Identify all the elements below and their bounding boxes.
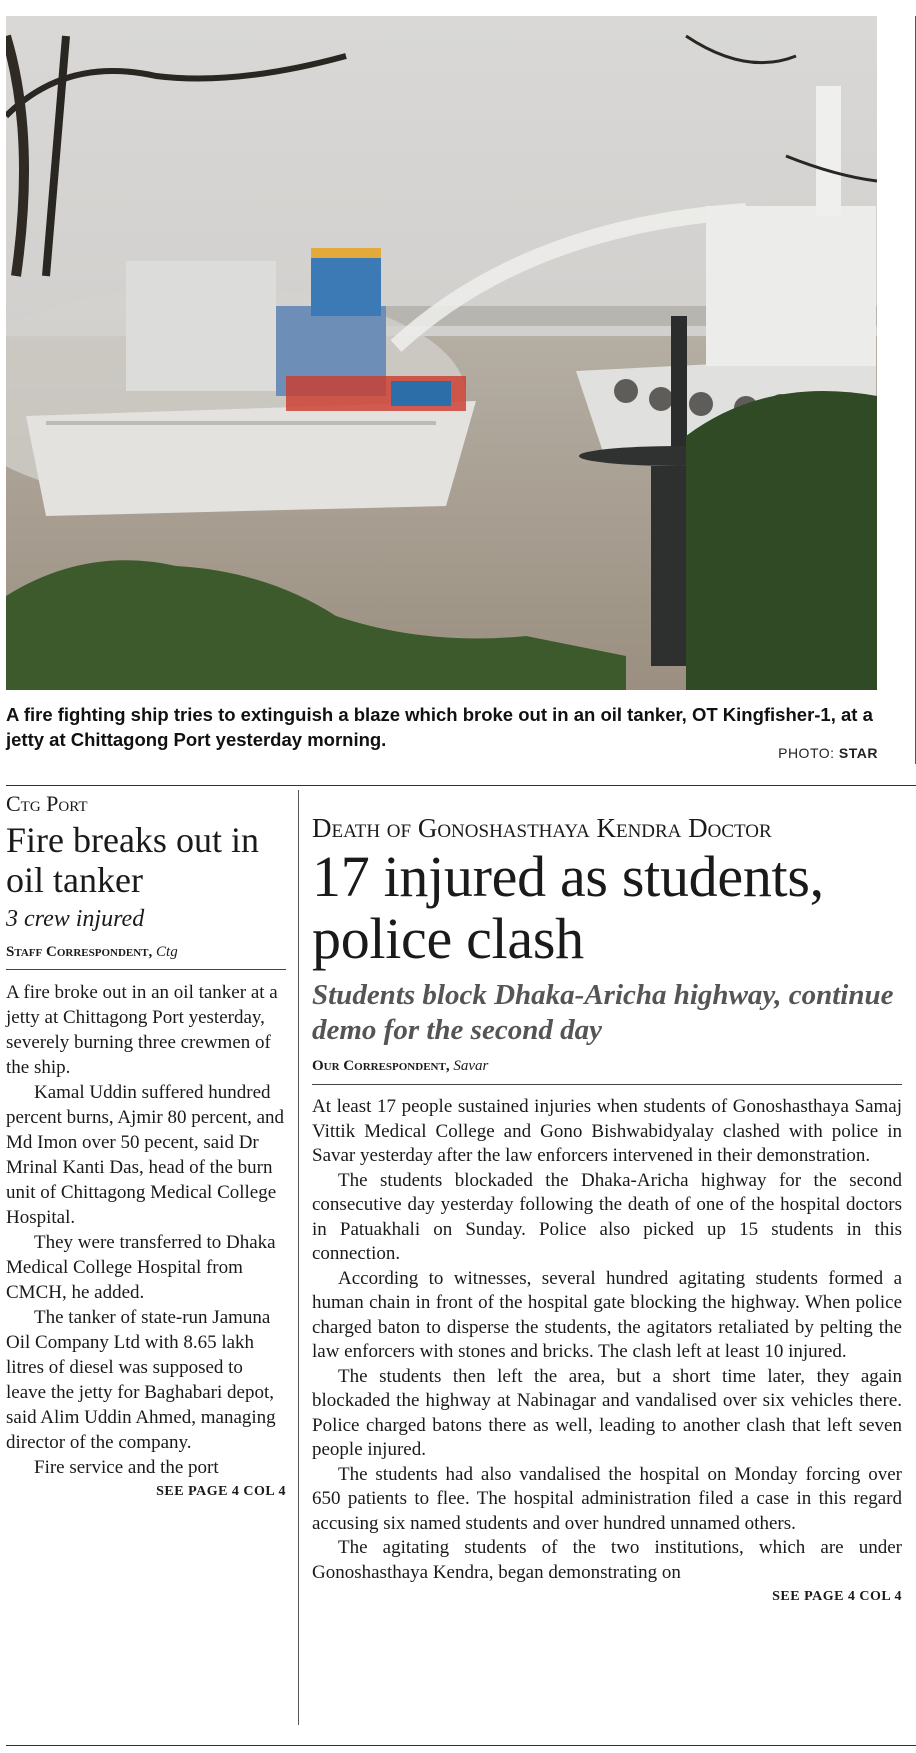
column-divider	[298, 790, 299, 1725]
right-paragraph: At least 17 people sustained injuries when students of Gonoshasthaya Samaj Vittik Medical College and Gono Bishwabidyalay clashed with police in Savar yesterday after the law enforcers intervened in their demonstration.	[312, 1096, 902, 1166]
right-byline-name: Our Correspondent,	[312, 1058, 450, 1074]
right-subhead: Students block Dhaka-Aricha highway, continue demo for the second day	[312, 979, 894, 1046]
left-paragraph: They were transferred to Dhaka Medical College Hospital from CMCH, he added.	[6, 1232, 276, 1303]
photo-credit-prefix: PHOTO:	[778, 745, 835, 761]
left-byline-name: Staff Correspondent,	[6, 944, 153, 960]
right-paragraph: The students had also vandalised the hospital on Monday forcing over 650 patients to flee. The hospital administration filed a case in this regard accusing six named students and over hundred unnamed others.	[312, 1463, 902, 1534]
left-kicker: Ctg Port	[6, 791, 88, 816]
right-dateline: Savar	[453, 1058, 489, 1074]
left-paragraph: The tanker of state-run Jamuna Oil Company Ltd with 8.65 lakh litres of diesel was supposed to leave the jetty for Baghabari depot, said Alim Uddin Ahmed, managing director of the company.	[6, 1307, 276, 1453]
right-jump-link[interactable]: SEE PAGE 4 COL 4	[772, 1589, 902, 1604]
left-paragraph: Fire service and the port	[34, 1457, 219, 1478]
left-headline: Fire breaks out in oil tanker	[6, 820, 259, 900]
left-story	[6, 788, 286, 1500]
right-paragraph: The agitating students of the two institutions, which are under Gonoshasthaya Kendra, began demonstrating on	[312, 1537, 902, 1583]
bottom-rule	[6, 1745, 916, 1746]
photo-caption: A fire fighting ship tries to extinguish a blaze which broke out in an oil tanker, OT Kingfisher-1, at a jetty at Chittagong Port yesterday morning.	[6, 704, 873, 750]
left-jump-link[interactable]: SEE PAGE 4 COL 4	[156, 1484, 286, 1499]
left-body	[6, 980, 286, 1480]
left-paragraph: A fire broke out in an oil tanker at a jetty at Chittagong Port yesterday, severely burning three crewmen of the ship.	[6, 982, 278, 1078]
photo-fire-ship-icon	[6, 16, 877, 690]
photo-credit	[778, 745, 878, 761]
photo-credit-source: STAR	[838, 745, 878, 761]
news-photo	[6, 16, 877, 690]
section-divider	[6, 785, 916, 786]
right-headline: 17 injured as students, police clash	[312, 844, 824, 971]
left-subhead: 3 crew injured	[6, 906, 145, 932]
right-body	[312, 1095, 902, 1585]
right-paragraph: The students blockaded the Dhaka-Aricha highway for the second consecutive day yesterday following the death of one of the hospital doctors in Patuakhali on Sunday. Police also picked up 15 students in this connection.	[312, 1169, 902, 1264]
right-byline	[312, 1058, 902, 1085]
left-paragraph: Kamal Uddin suffered hundred percent burns, Ajmir 80 percent, and Md Imon over 50 pecent, said Dr Mrinal Kanti Das, head of the burn unit of Chittagong Medical College Hospital.	[6, 1082, 285, 1228]
right-story	[312, 812, 902, 1605]
left-byline	[6, 944, 286, 970]
right-kicker: Death of Gonoshasthaya Kendra Doctor	[312, 813, 772, 843]
right-paragraph: The students then left the area, but a short time later, they again blockaded the highway at Nabinagar and vandalised over six vehicles there. Police charged batons there as well, leading to another clash that left seven people injured.	[312, 1365, 902, 1460]
right-paragraph: According to witnesses, several hundred agitating students formed a human chain in front of the hospital gate blocking the highway. When police charged baton to disperse the students, the agitators retaliated by pelting the law enforcers with stones and bricks. The clash left at least 10 injured.	[312, 1267, 902, 1362]
left-dateline: Ctg	[156, 944, 178, 960]
